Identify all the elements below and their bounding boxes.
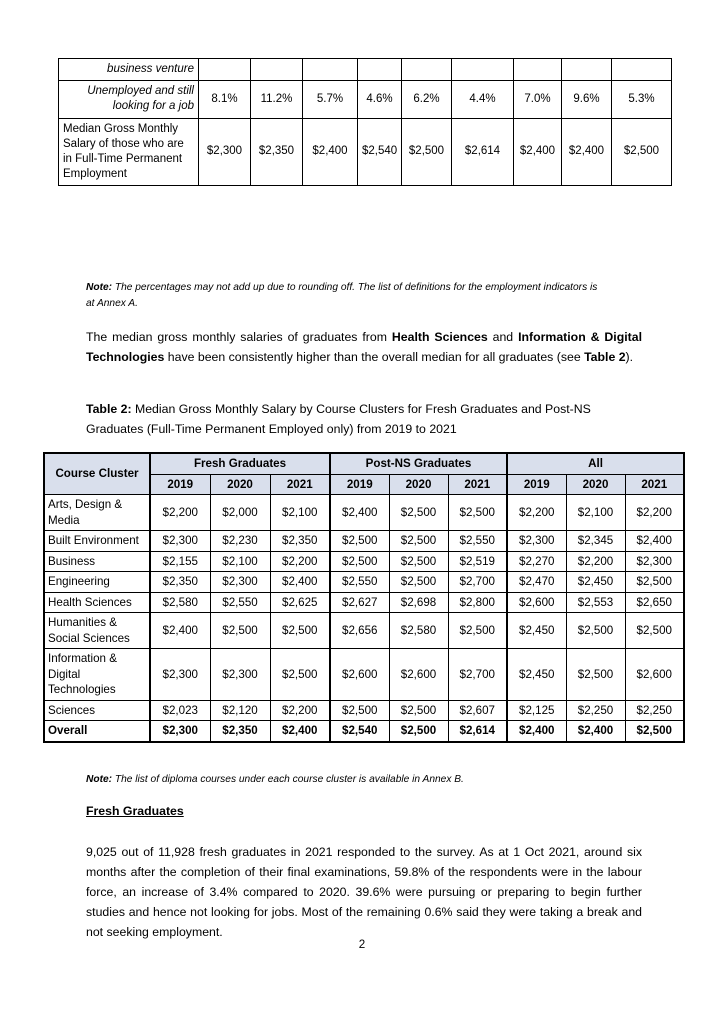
cell-value: $2,300 (150, 531, 210, 552)
row-label-cluster: Overall (44, 721, 150, 742)
cell-value: $2,650 (625, 592, 684, 613)
cell-value: $2,500 (270, 649, 330, 701)
column-header-year: 2019 (330, 474, 389, 495)
table-2-salary-by-cluster (43, 452, 683, 743)
cell-value: $2,300 (199, 118, 251, 186)
cell-value: $2,627 (330, 592, 389, 613)
cell-value: $2,550 (448, 531, 507, 552)
health-sciences-emphasis: Health Sciences (391, 330, 488, 344)
cell-value: $2,500 (330, 551, 389, 572)
cell-value: $2,500 (389, 531, 448, 552)
cell-value: $2,580 (150, 592, 210, 613)
cell-value: $2,270 (507, 551, 566, 572)
table-row (59, 118, 672, 186)
cell-value: $2,500 (389, 700, 448, 721)
cell-value: $2,400 (562, 118, 612, 186)
cell-value: $2,500 (330, 531, 389, 552)
cell-value: $2,200 (625, 495, 684, 531)
cell-value: $2,400 (514, 118, 562, 186)
table-2-caption (86, 400, 642, 440)
table-1-body (59, 59, 672, 186)
fresh-graduates-paragraph: 9,025 out of 11,928 fresh graduates in 2021 responded to the survey. As at 1 Oct 2021, around six months after the completion of their final examinations, 59.8% of the respondents were in the labour force, an increase of 3.4% compared to 2020. 39.6% were pursuing or preparing to begin further studies and hence not looking for jobs. Most of the remaining 0.6% said they were taking a break and not seeking employment. (86, 845, 642, 939)
row-label-cluster: Arts, Design & Media (44, 495, 150, 531)
table-2-body (44, 495, 684, 742)
row-label-cluster: Humanities & Social Sciences (44, 613, 150, 649)
column-header-course-cluster: Course Cluster (44, 453, 150, 495)
employment-indicators-table (58, 58, 672, 186)
column-header-year: 2019 (150, 474, 210, 495)
cell-value: $2,550 (330, 572, 389, 593)
median-salary-paragraph (86, 328, 642, 368)
cell-value: $2,500 (389, 572, 448, 593)
cell-value: $2,500 (402, 118, 452, 186)
cell-value: $2,607 (448, 700, 507, 721)
cell-value: $2,200 (507, 495, 566, 531)
cell-value: $2,400 (507, 721, 566, 742)
cell-value: 11.2% (251, 81, 303, 118)
cell-value: 6.2% (402, 81, 452, 118)
cell-value: $2,100 (210, 551, 270, 572)
column-header-year: 2019 (507, 474, 566, 495)
table-1-note (86, 280, 606, 312)
cell-value: $2,350 (251, 118, 303, 186)
cell-value: $2,500 (625, 721, 684, 742)
table-row (44, 649, 684, 701)
cell-value: 5.3% (612, 81, 672, 118)
cell-value (514, 59, 562, 81)
column-header-year: 2020 (210, 474, 270, 495)
row-label-cluster: Health Sciences (44, 592, 150, 613)
page-number: 2 (358, 938, 366, 951)
cell-value (251, 59, 303, 81)
cell-value: $2,120 (210, 700, 270, 721)
note-label: Note: (86, 774, 113, 785)
cell-value: $2,200 (270, 551, 330, 572)
cell-value: $2,350 (150, 572, 210, 593)
table-row (44, 551, 684, 572)
cell-value: $2,470 (507, 572, 566, 593)
cell-value: $2,000 (210, 495, 270, 531)
cell-value: $2,350 (210, 721, 270, 742)
column-group-post-ns-graduates: Post-NS Graduates (330, 453, 507, 474)
cell-value: $2,300 (210, 649, 270, 701)
cell-value: $2,450 (507, 649, 566, 701)
cell-value: $2,700 (448, 572, 507, 593)
infocomm-emphasis: Information & Digital Technologies (86, 330, 642, 364)
cell-value: 9.6% (562, 81, 612, 118)
cell-value: $2,023 (150, 700, 210, 721)
cell-value: $2,625 (270, 592, 330, 613)
cell-value: $2,100 (270, 495, 330, 531)
cell-value: $2,500 (625, 613, 684, 649)
cell-value: $2,500 (448, 613, 507, 649)
cell-value: $2,600 (389, 649, 448, 701)
cell-value: $2,230 (210, 531, 270, 552)
cell-value: $2,250 (625, 700, 684, 721)
column-header-year: 2020 (389, 474, 448, 495)
table-row (44, 700, 684, 721)
cell-value: $2,500 (389, 551, 448, 572)
cell-value: $2,500 (566, 649, 625, 701)
table-row (44, 613, 684, 649)
cell-value: $2,300 (210, 572, 270, 593)
table-row (59, 81, 672, 118)
cell-value: $2,500 (625, 572, 684, 593)
cell-value: $2,580 (389, 613, 448, 649)
cell-value: $2,400 (150, 613, 210, 649)
row-label-cluster: Sciences (44, 700, 150, 721)
cell-value: $2,540 (330, 721, 389, 742)
row-label-cluster: Business (44, 551, 150, 572)
cell-value: $2,100 (566, 495, 625, 531)
cell-value: $2,698 (389, 592, 448, 613)
row-label-cluster: Information & Digital Technologies (44, 649, 150, 701)
cell-value: $2,250 (566, 700, 625, 721)
cell-value: $2,300 (150, 721, 210, 742)
cell-value: $2,200 (150, 495, 210, 531)
cell-value: $2,500 (566, 613, 625, 649)
cell-value: $2,400 (303, 118, 358, 186)
table-1-continued (58, 58, 671, 186)
cell-value: $2,500 (330, 700, 389, 721)
cell-value: $2,614 (452, 118, 514, 186)
cell-value: $2,400 (566, 721, 625, 742)
cell-value: $2,500 (389, 495, 448, 531)
cell-value (452, 59, 514, 81)
note-text: The list of diploma courses under each course cluster is available in Annex B. (112, 774, 464, 785)
table-2-head (44, 453, 684, 495)
cell-value: 4.4% (452, 81, 514, 118)
cell-value: $2,450 (566, 572, 625, 593)
cell-value: $2,540 (358, 118, 402, 186)
cell-value: $2,600 (625, 649, 684, 701)
table-row (59, 59, 672, 81)
caption-label: Table 2: (86, 402, 132, 416)
cell-value: $2,800 (448, 592, 507, 613)
column-header-year: 2020 (566, 474, 625, 495)
cell-value: $2,400 (270, 572, 330, 593)
table-row (44, 531, 684, 552)
cell-value (303, 59, 358, 81)
row-label: Median Gross Monthly Salary of those who are in Full-Time Permanent Employment (59, 118, 199, 186)
cell-value: $2,656 (330, 613, 389, 649)
table-2-note (86, 772, 646, 788)
paragraph-text: and (487, 330, 519, 344)
cell-value: $2,400 (330, 495, 389, 531)
row-label-cluster: Built Environment (44, 531, 150, 552)
cell-value: $2,300 (625, 551, 684, 572)
cell-value: $2,345 (566, 531, 625, 552)
cell-value: $2,155 (150, 551, 210, 572)
row-label: Unemployed and still looking for a job (59, 81, 199, 118)
section-heading-fresh-graduates: Fresh Graduates (86, 804, 184, 818)
median-salary-table (43, 452, 685, 743)
cell-value (358, 59, 402, 81)
column-group-fresh-graduates: Fresh Graduates (150, 453, 330, 474)
column-header-year: 2021 (448, 474, 507, 495)
cell-value (562, 59, 612, 81)
table-row (44, 495, 684, 531)
column-header-year: 2021 (270, 474, 330, 495)
cell-value: $2,500 (448, 495, 507, 531)
cell-value: $2,600 (330, 649, 389, 701)
cell-value: $2,300 (507, 531, 566, 552)
caption-text: Median Gross Monthly Salary by Course Clusters for Fresh Graduates and Post-NS Graduates (Full-Time Permanent Employed only) from 2019 to 2021 (86, 402, 591, 436)
table-row (44, 572, 684, 593)
cell-value: 4.6% (358, 81, 402, 118)
cell-value: 8.1% (199, 81, 251, 118)
cell-value: 5.7% (303, 81, 358, 118)
cell-value (612, 59, 672, 81)
cell-value: $2,519 (448, 551, 507, 572)
cell-value: $2,125 (507, 700, 566, 721)
cell-value: $2,500 (270, 613, 330, 649)
cell-value (199, 59, 251, 81)
paragraph-text: have been consistently higher than the overall median for all graduates (see (164, 349, 585, 364)
cell-value: $2,400 (270, 721, 330, 742)
table-row (44, 592, 684, 613)
cell-value: $2,200 (270, 700, 330, 721)
cell-value: $2,300 (150, 649, 210, 701)
paragraph-text: The median gross monthly salaries of graduates from (86, 330, 392, 344)
row-label: business venture (59, 59, 199, 81)
note-text: The percentages may not add up due to rounding off. The list of definitions for the employment indicators is at Annex A. (86, 282, 598, 309)
cell-value: 7.0% (514, 81, 562, 118)
column-header-year: 2021 (625, 474, 684, 495)
column-group-all: All (507, 453, 684, 474)
cell-value: $2,550 (210, 592, 270, 613)
cell-value: $2,500 (389, 721, 448, 742)
cell-value: $2,350 (270, 531, 330, 552)
cell-value: $2,553 (566, 592, 625, 613)
row-label-cluster: Engineering (44, 572, 150, 593)
cell-value (402, 59, 452, 81)
cell-value: $2,200 (566, 551, 625, 572)
cell-value: $2,400 (625, 531, 684, 552)
table-header-group-row (44, 453, 684, 474)
table-row-overall (44, 721, 684, 742)
cell-value: $2,500 (612, 118, 672, 186)
paragraph-text: ). (625, 349, 634, 364)
cell-value: $2,450 (507, 613, 566, 649)
note-label: Note: (86, 282, 113, 293)
cell-value: $2,700 (448, 649, 507, 701)
table-2-reference: Table 2 (584, 349, 626, 364)
cell-value: $2,500 (210, 613, 270, 649)
cell-value: $2,600 (507, 592, 566, 613)
cell-value: $2,614 (448, 721, 507, 742)
